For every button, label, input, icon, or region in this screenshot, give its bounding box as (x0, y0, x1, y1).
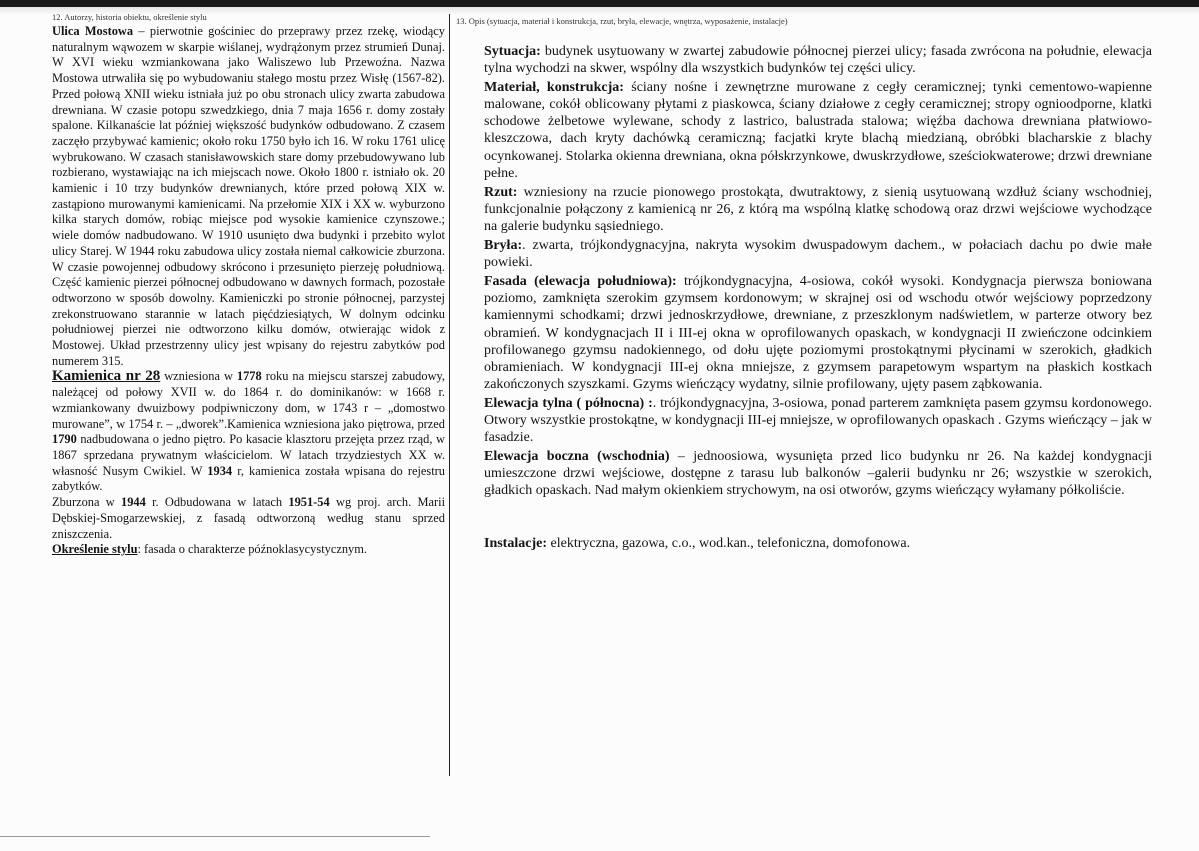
installations-paragraph (484, 535, 1152, 552)
plan-paragraph (484, 184, 1152, 235)
side-elevation-label: Elewacja boczna (wschodnia) (484, 449, 670, 465)
description-column (456, 15, 1158, 35)
material-paragraph (484, 79, 1152, 182)
year-built: 1778 (236, 369, 262, 384)
installations-text: elektryczna, gazowa, c.o., wod.kan., telefoniczna, domofonowa. (547, 536, 911, 552)
year-registered: 1934 (207, 463, 233, 478)
situation-paragraph (484, 43, 1152, 77)
street-history-text: – pierwotnie gościniec do przeprawy przez rzekę, wiodący naturalnym wąwozem w skarpie wiślanej, wydrążonym przez strumień Dunaj. W XVI wieku wzmiankowana jako Waliszewo lub Przewoźna. Nazwa Mostowa utrwaliła się po wybudowaniu stałego mostu przez Wisłę (1567-82). Przed połową XNII wieku istniała już po obu stronach ulicy zwarta zabudowa drewniana. W czasie potopu szwedzkiego, dnia 7 maja 1656 r. domy zostały spalone. Kilkanaście lat później większość budynków odbudowano. Z czasem zaczęło przybywać kamienic; około roku 1750 było ich 16. W roku 1761 ulicę wybrukowano. W czasach stanisławowskich stare domy przebudowywano lub rozbierano, wystawiając na ich miejscach nowe. Około 1800 r. istniało ok. 20 kamienic i 10 trzy budynków drewnianych, które przed połową XIX w. zastąpiono murowanymi kamienicami. Na przełomie XIX i XX w. wyburzono kilka starych domów, robiąc miejsce pod wysokie kamienice czynszowe.; wiele domów nadbudowano. W 1910 usunięto dwa budynki i przebito wylot ulicy Starej. W 1944 roku zabudowa ulicy została niemal całkowicie zburzona. W czasie powojennej odbudowy skrócono i przesunięto pierzeję południową. Część kamienic pierzei północnej odbudowano w dawnych formach, pozostałe odtworzono w sposób dowolny. Kamieniczki po stronie północnej, parzystej zrekonstruowano starannie w latach pięćdziesiątych, W dolnym odcinku południowej pierzei nie odtworzono kilku domów, otwierając widok z Mostowej. Układ przestrzenny ulicy jest wpisany do rejestru zabytków pod numerem 315. (52, 24, 445, 368)
massing-text: . zwarta, trójkondygnacyjna, nakryta wysokim dwuspadowym dachem., w połaciach dachu po dwie małe powieki. (484, 238, 1152, 271)
reconstruction-paragraph (52, 495, 445, 542)
scan-top-edge (0, 0, 1199, 7)
years-rebuilt: 1951-54 (288, 495, 330, 510)
reconstruction-text-b: r. Odbudowana w latach (145, 495, 289, 510)
side-elevation-text: – jednoosiowa, wysunięta przed lico budynku nr 26. Na każdej kondygnacji umieszczone drzwi wejściowe, dostępne z tarasu lub balkonów –galerii budynku nr 26; wszystkie w szerokich, gładkich opaskach. Nad małym okienkiem strychowym, na osi otworów, gzyms wieńczący wyłamany półkoliście. (484, 449, 1152, 499)
year-extended: 1790 (52, 432, 77, 447)
material-text: ściany nośne i zewnętrzne murowane z cegły ceramicznej; tynki cementowo-wapienne malowane, cokół oblicowany płytami z piaskowca, ściany działowe z cegły ceramicznej; stropy ognioodporne, klatki schodowe żelbetowe wylewane, schody z lastrico, balustrada stalowa; więźba dachowa drewniana płatwiowo-kleszczowa, dach kryty dachówką ceramiczną; facjatki kryte blachą miedzianą, obróbki blacharskie z blachy ocynkowanej. Stolarka okienna drewniana, okna półskrzynkowe, dwuskrzydłowe, sześciokwaterowe; drzwi drewniane pełne. (484, 80, 1152, 181)
building-history-text-a: wzniesiona w (160, 369, 237, 384)
massing-paragraph (484, 237, 1152, 271)
building-history-paragraph (52, 369, 445, 495)
plan-text: wzniesiony na rzucie pionowego prostokąta, dwutraktowy, z sienią usytuowaną wzdłuż ściany wschodniej, funkcjonalnie połączony z kamienicą nr 26, z którą ma wspólną klatkę schodową oraz drzwi wejściowe wychodzące na galerie budynku sąsiedniego. (484, 184, 1152, 234)
street-name: Ulica Mostowa (52, 24, 134, 38)
facade-label: Fasada (elewacja południowa): (484, 274, 677, 290)
situation-text: budynek usytuowany w zwartej zabudowie północnej pierzei ulicy; fasada zwrócona na południe, elewacja tylna wychodzi na skwer, wspólny dla wszystkich budynków tej części ulicy. (484, 44, 1152, 77)
building-name: Kamienica nr 28 (52, 368, 161, 385)
history-text (52, 24, 445, 558)
material-label: Materiał, konstrukcja: (484, 80, 624, 96)
building-history-text-b: roku na miejscu starszej zabudowy, należącej od połowy XVII w. do 1864 r. do dominikanów: w 1668 r. wzmiankowany dwuizbowy podpiwniczony dom, w 1743 r – „domostwo murowane”, w 1754 r. – „dworek”.Kamienica wzniesiona jako piętrowa, przed (52, 369, 446, 431)
style-text: : fasada o charakterze późnoklasycystycznym. (137, 542, 367, 557)
facade-paragraph (484, 273, 1152, 393)
year-destroyed: 1944 (121, 495, 146, 510)
column-divider (449, 14, 450, 776)
spacer (484, 501, 1152, 535)
reconstruction-text-c: wg proj. arch. Marii Dębskiej-Smogarzewskiej, z fasadą odtworzoną według stanu sprzed zniszczenia. (52, 495, 446, 541)
section-13-header: 13. Opis (sytuacja, materiał i konstrukcja, rzut, bryła, elewacje, wnętrza, wyposażenie, instalacje) (456, 16, 788, 26)
plan-label: Rzut: (484, 184, 518, 200)
installations-label: Instalacje: (484, 536, 547, 552)
facade-text: trójkondygnacyjna, 4-osiowa, cokół wysoki. Kondygnacja pierwsza boniowana poziomo, zamknięta szerokim gzymsem kordonowym; w skrajnej osi od wschodu otwór wejściowy poprzedzony kamiennymi schodkami; drzwi jednoskrzydłowe, drewniane, z przeszklonym nadświetlem, w parterze otwory bez obramień. W kondygnacjach II i III-ej okna w oprofilowanych opaskach, w kondygnacji II zwieńczone odcinkiem profilowanego gzymsu nadokiennego, od dołu ujęte poziomymi prostokątnymi płycinami w szerokich, gładkich obramieniach. W kondygnacji III-ej okna mniejsze, z gzymsem parapetowym wspartym na płaskich kostkach zakończonych szyszkami. Gzyms wieńczący wydatny, silnie profilowany, ujęty pasem ząbkowania. (484, 274, 1152, 392)
section-12-header: 12. Autorzy, historia obiektu, określenie stylu (52, 12, 207, 22)
street-history-paragraph (52, 24, 445, 369)
style-paragraph (52, 542, 445, 558)
description-text (484, 43, 1152, 555)
bottom-rule (0, 836, 430, 837)
rear-elevation-text: . trójkondygnacyjna, 3-osiowa, ponad parterem zamknięta pasem gzymsu kordonowego. Otwory wszystkie prostokątne, w kondygnacji III-ej mniejsze, w oprofilowanych opaskach . Gzyms wieńczący – jak w fasadzie. (484, 395, 1152, 446)
rear-elevation-paragraph (484, 395, 1152, 446)
massing-label: Bryła: (484, 238, 523, 254)
history-column (52, 11, 445, 558)
rear-elevation-label: Elewacja tylna ( północna) : (484, 395, 653, 411)
reconstruction-text-a: Zburzona w (52, 495, 122, 510)
building-history-text-c: nadbudowana o jedno piętro. Po kasacie klasztoru przejęta przez rząd, w 1867 sprzedana prywatnym właścicielom. W latach trzydziestych XX w. własność Nusym Cwikiel. W (52, 432, 445, 478)
situation-label: Sytuacja: (484, 44, 541, 59)
building-history-text-d: r, kamienica została wpisana do rejestru zabytków. (52, 463, 445, 494)
side-elevation-paragraph (484, 448, 1152, 499)
style-label: Określenie stylu (52, 542, 138, 557)
